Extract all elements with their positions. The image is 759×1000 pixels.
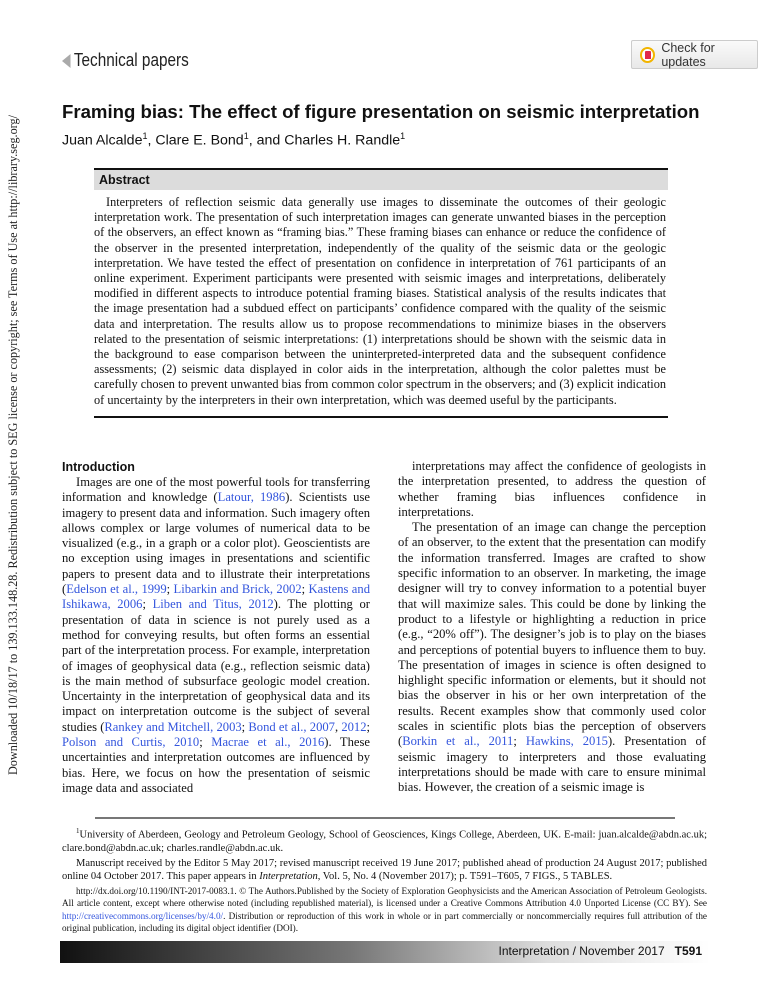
body-paragraph: [398, 520, 706, 795]
author-separator: ,: [147, 132, 156, 149]
affiliation-text: University of Aberdeen, Geology and Petroleum Geology, School of Geosciences, Kings College, Aberdeen, UK. E-mail: juan.alcalde@abdn.ac.uk; clare.bond@abdn.ac.uk; charles.randle@abdn.ac.uk.: [62, 829, 707, 854]
page-footer: [60, 941, 710, 963]
license-text: . Distribution or reproduction of this work in whole or in part commercially or noncommercially requires full attribution of the original publication, including its digital object identifier (DOI).: [62, 910, 707, 933]
paragraph-text: ;: [366, 719, 371, 734]
citation-link[interactable]: Polson and Curtis, 2010: [62, 735, 200, 750]
affiliation-footnote: [62, 825, 707, 856]
author: Juan Alcalde: [62, 132, 143, 149]
check-for-updates-label: Check for updates: [661, 40, 715, 69]
abstract-heading: Abstract: [94, 170, 668, 190]
paper-title: Framing bias: The effect of figure presentation on seismic interpretation: [62, 101, 700, 122]
manuscript-text: , Vol. 5, No. 4 (November 2017); p. T591–T605, 7 FIGS., 5 TABLES.: [317, 871, 613, 882]
body-paragraph: [62, 475, 370, 796]
citation-link[interactable]: Libarkin and Brick, 2002: [173, 582, 302, 597]
paragraph-text: ;: [241, 719, 249, 734]
manuscript-history: [62, 857, 707, 884]
citation-link[interactable]: Edelson et al., 1999: [66, 582, 167, 597]
right-column: [398, 459, 706, 796]
citation-link[interactable]: Kastens and Ishikawa, 2006: [62, 582, 370, 612]
check-for-updates-button[interactable]: [631, 40, 758, 69]
paragraph-text: ;: [199, 735, 212, 750]
introduction-heading: Introduction: [62, 460, 135, 474]
citation-link[interactable]: Latour, 1986: [217, 490, 286, 505]
affiliation-mark: 1: [243, 131, 249, 141]
author: Clare E. Bond: [155, 132, 244, 149]
triangle-left-icon: [62, 54, 71, 68]
paragraph-text: ;: [142, 597, 153, 612]
paragraph-text: The presentation of an image can change the perception of an observer, to the extent that the presentation can modify the information transferred. Images are crafted to show specific information to an observer. In marketing, the image designer will try to convey information to a potential buyer that will maximize sales. This could be done by linking the product to a lifestyle or highlighting a reduction in price (e.g., “20% off”). The designer’s job is to play on the biases and perceptions of potential buyers to influence them to buy. The presentation of images in science is often designed to highlight specific information or elements, but it should not bias the observer in his or her own interpretation of the results. Recent examples show that commonly used color scales in scientific plots bias the perception of observers (: [398, 520, 706, 749]
affiliation-mark: 1: [76, 827, 80, 835]
author-separator: , and: [248, 132, 285, 149]
citation-link[interactable]: Borkin et al., 2011: [402, 734, 514, 749]
paragraph-text: ). These uncertainties and interpretation outcomes are influenced by bias. Here, we focus on how the presentation of seismic image data and associated: [62, 735, 370, 795]
license-text: http://dx.doi.org/10.1190/INT-2017-0083.1. © The Authors.Published by the Society of Exploration Geophysicists and the American Association of Petroleum Geologists. All article content, except where otherwise noted (including republished material), is licensed under a Creative Commons Attribution 4.0 Unported License (CC BY). See: [62, 885, 707, 908]
paragraph-text: ;: [301, 582, 309, 597]
section-label-text: Technical papers: [73, 50, 189, 70]
paragraph-text: ). The plotting or presentation of data in science is not purely used as a method for conveying results, but often forms an essential part of the interpretation process. For example, interpretation of images of geophysical data (e.g., reflection seismic data) is the main method of subsurface geologic model creation. Uncertainty in the interpretation of geophysical data and its impact on interpretation outcome is the subject of several studies (: [62, 597, 370, 734]
paragraph-text: interpretations may affect the confidence of geologists in the interpretation presented, to address the question of whether framing bias influences confidence in interpretations.: [398, 459, 706, 519]
abstract-box: [94, 168, 668, 418]
citation-link[interactable]: Liben and Titus, 2012: [152, 597, 274, 612]
paragraph-text: ). Presentation of seismic imagery to interpreters and those evaluating interpretations should be made with care to ensure minimal bias. However, the creation of a seismic image is: [398, 734, 707, 795]
footer-text: [499, 944, 702, 958]
citation-link[interactable]: Hawkins, 2015: [525, 734, 608, 749]
section-label: [62, 50, 189, 71]
citation-link[interactable]: Macrae et al., 2016: [211, 735, 325, 750]
footnote-divider: [95, 817, 675, 819]
journal-name: Interpretation: [259, 871, 318, 882]
paragraph-text: ;: [513, 734, 526, 749]
author: Charles H. Randle: [284, 132, 401, 149]
citation-link[interactable]: 2012: [341, 719, 367, 734]
license-link[interactable]: http://creativecommons.org/licenses/by/4.0/: [62, 910, 224, 921]
body-paragraph: [398, 459, 706, 520]
citation-link[interactable]: Bond et al., 2007: [248, 719, 335, 734]
abstract-text: Interpreters of reflection seismic data generally use images to disseminate the outcomes of their geologic interpretation work. The presentation of such interpretation images can generate unwanted biases in the perception of the observers, an effect known as “framing bias.” These framing biases can enhance or reduce the confidence of the observer in the presented interpretation, independently of the quality of the seismic data or the geologic interpretation. We have tested the effect of presentation on confidence in interpretation of 761 participants of an online experiment. Experiment participants were presented with seismic images and interpretations, deliberately modified in different aspects to introduce potential framing biases. Statistical analysis of the results indicates that the image presentation had a subdued effect on participants’ confidence compared with the quality of the seismic data and interpretation. The results allow us to propose recommendations to minimize biases in the observers related to the presentation of seismic interpretations: (1) interpretations should be shown with the seismic data in the background to ease comparison between the uninterpreted-interpreted data and the subsequent confidence assessments; (2) seismic data displayed in color aids in the interpretation, although the color palettes must be carefully chosen to prevent unwanted bias from common color spectrum in the observers; and (3) explicit indication of uncertainty by the interpreters in their own interpretation, which was deemed useful by the participants.: [94, 195, 666, 407]
manuscript-text: Manuscript received by the Editor 5 May 2017; revised manuscript received 19 June 2017; published ahead of production 24 August 2017; published online 04 October 2017. This paper appears in: [62, 857, 707, 882]
paragraph-text: Images are one of the most powerful tools for transferring information and knowledge (: [62, 475, 370, 505]
paragraph-text: ). Scientists use imagery to present data and information. Such imagery often allows complex or large volumes of numerical data to be visualized (e.g., in a graph or a color plot). Geoscientists are no exception using images in presentations and scientific papers to present data and to illustrate their interpretations (: [62, 490, 370, 597]
download-notice: Downloaded 10/18/17 to 139.133.148.28. Redistribution subject to SEG license or copyright; see Terms of Use at http://library.seg.org/: [6, 115, 20, 775]
journal-date: Interpretation / November 2017: [498, 943, 665, 958]
affiliation-mark: 1: [142, 131, 148, 141]
page-number: T591: [674, 943, 702, 958]
crossmark-bookmark-icon: [640, 47, 655, 63]
page-bottom: [60, 825, 710, 963]
affiliation-mark: 1: [400, 131, 406, 141]
paragraph-text: ,: [334, 719, 342, 734]
author-list: [62, 131, 405, 149]
citation-link[interactable]: Rankey and Mitchell, 2003: [104, 719, 242, 734]
license-footnote: [62, 885, 707, 935]
paragraph-text: ;: [166, 582, 174, 597]
left-column: [62, 459, 370, 796]
footnotes: [62, 825, 707, 935]
